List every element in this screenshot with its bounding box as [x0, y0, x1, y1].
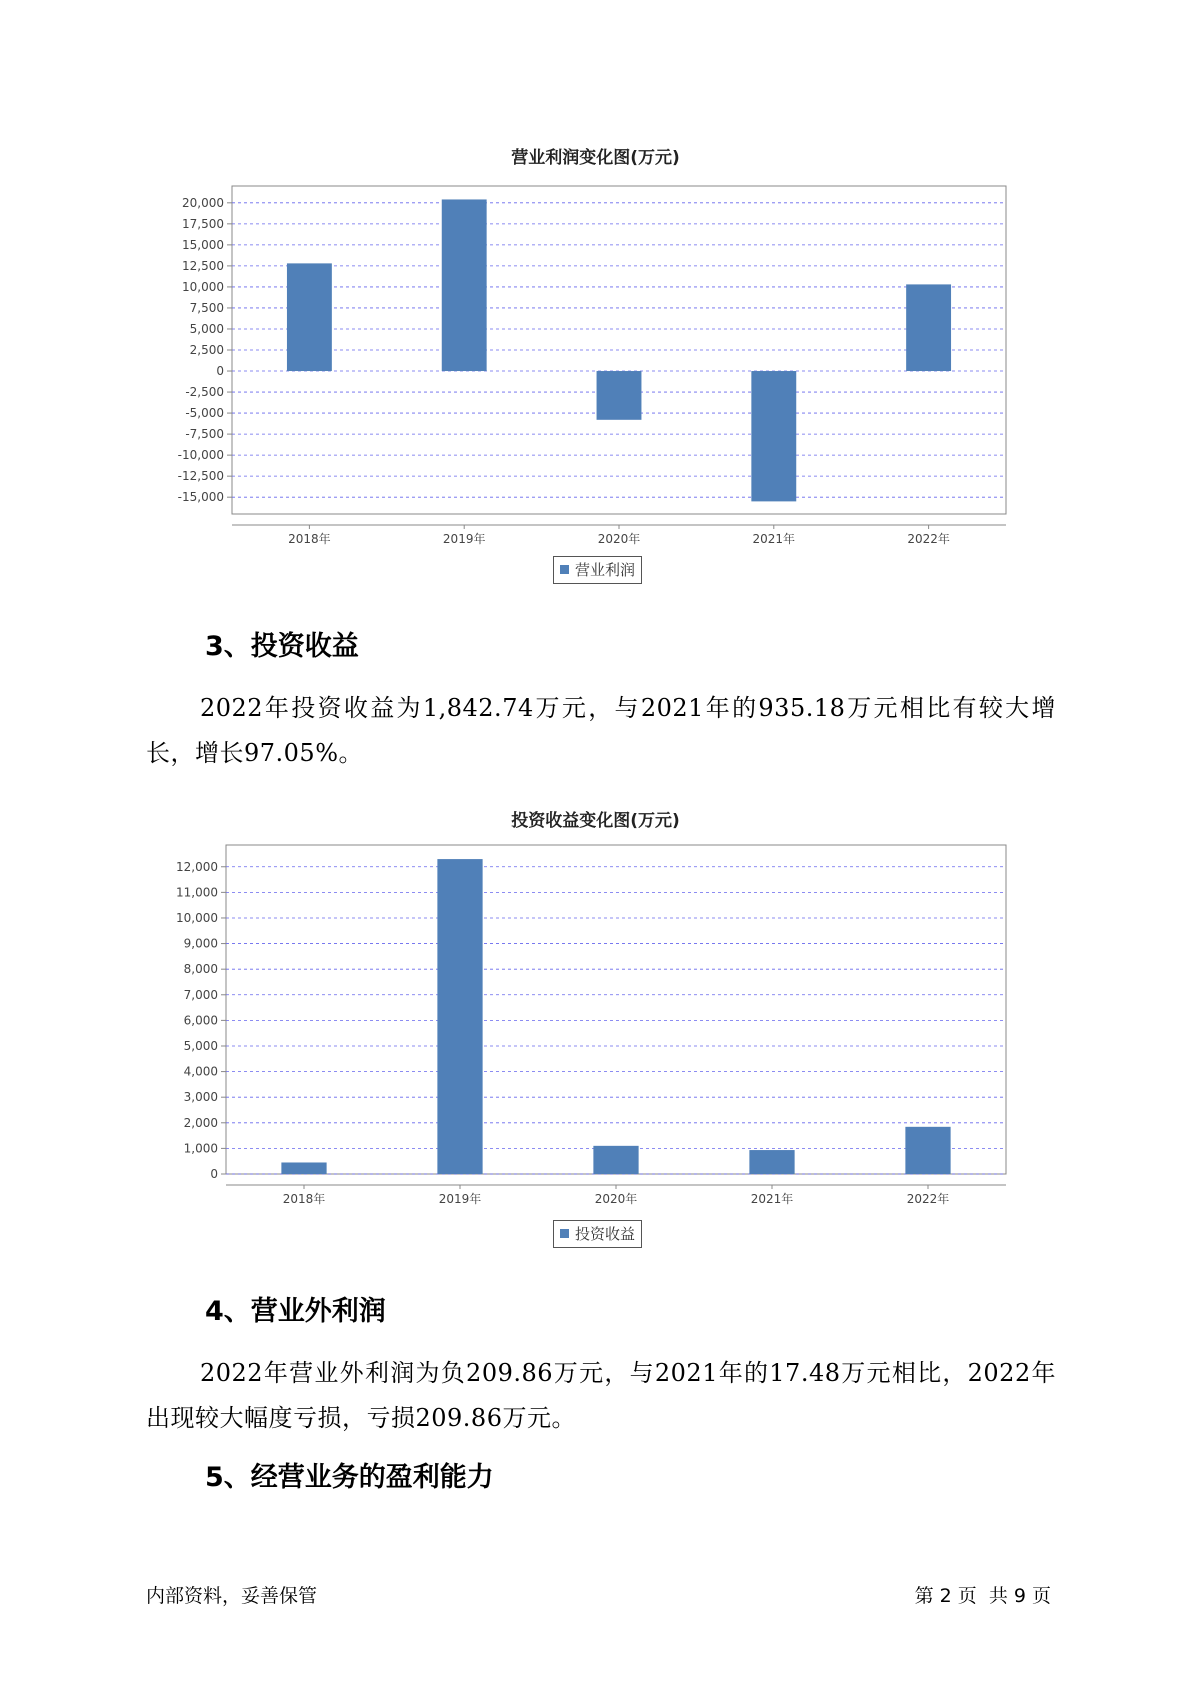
x-tick-label: 2021年	[750, 1192, 794, 1206]
y-tick-label: 11,000	[176, 885, 218, 900]
bar	[906, 284, 951, 371]
y-tick-label: 2,000	[183, 1115, 218, 1130]
legend-swatch	[560, 1229, 569, 1238]
x-tick-label: 2018年	[282, 1192, 326, 1206]
x-tick-label: 2020年	[597, 532, 641, 546]
y-tick-label: 12,500	[182, 258, 224, 273]
bar	[287, 263, 332, 371]
section3-heading: 3、投资收益	[205, 631, 359, 662]
y-tick-label: 2,500	[189, 343, 224, 357]
y-tick-label: 5,000	[189, 321, 224, 336]
x-tick-label: 2018年	[288, 532, 331, 546]
y-tick-label: 0	[210, 1167, 218, 1181]
y-tick-label: -7,500	[185, 427, 224, 442]
bar	[437, 859, 482, 1174]
legend-swatch	[560, 565, 569, 574]
bar	[281, 1162, 326, 1174]
chart2-legend-label: 投资收益	[575, 1225, 636, 1243]
y-tick-label: 12,000	[176, 859, 218, 874]
x-tick-label: 2019年	[438, 1192, 482, 1206]
bar	[597, 371, 642, 420]
plot-area	[226, 845, 1006, 1174]
x-tick-label: 2022年	[907, 532, 950, 546]
section4-heading: 4、营业外利润	[205, 1296, 386, 1327]
y-tick-label: 10,000	[182, 279, 224, 294]
y-tick-label: 0	[216, 364, 224, 379]
y-tick-label: 4,000	[183, 1064, 218, 1079]
section3-paragraph: 2022年投资收益为1,842.74万元，与2021年的935.18万元相比有较大增长，增长97.05%。	[146, 694, 1056, 767]
y-tick-label: -2,500	[185, 385, 224, 400]
section4-paragraph: 2022年营业外利润为负209.86万元，与2021年的17.48万元相比，2022年出现较大幅度亏损，亏损209.86万元。	[146, 1359, 1056, 1432]
y-tick-label: 5,000	[183, 1038, 218, 1053]
y-tick-label: -10,000	[177, 448, 224, 463]
chart1-title: 营业利润变化图(万元)	[511, 148, 680, 168]
chart2-legend	[553, 1220, 642, 1248]
chart2-title: 投资收益变化图(万元)	[511, 811, 680, 831]
operating-profit-chart	[0, 175, 1191, 546]
chart1-legend	[553, 556, 642, 584]
bar	[905, 1127, 950, 1174]
bar	[593, 1146, 638, 1174]
y-tick-label: 7,500	[189, 300, 224, 315]
bar	[749, 1150, 794, 1174]
investment-income-chart	[0, 840, 1191, 1220]
footer-page-number: 第 2 页 共 9 页	[914, 1585, 1051, 1607]
y-tick-label: 10,000	[176, 910, 218, 925]
y-tick-label: 20,000	[182, 195, 224, 210]
y-tick-label: -12,500	[177, 469, 224, 484]
y-tick-label: 17,500	[182, 216, 224, 231]
y-tick-label: 3,000	[183, 1090, 218, 1105]
y-tick-label: 8,000	[183, 962, 218, 977]
y-tick-label: 7,000	[183, 987, 218, 1002]
y-tick-label: 15,000	[182, 237, 224, 252]
y-tick-label: 9,000	[183, 936, 218, 951]
chart1-legend-label: 营业利润	[575, 561, 636, 579]
x-tick-label: 2022年	[906, 1192, 950, 1206]
bar	[751, 371, 796, 501]
section5-heading: 5、经营业务的盈利能力	[205, 1462, 494, 1493]
y-tick-label: -15,000	[177, 490, 224, 505]
y-tick-label: -5,000	[185, 406, 224, 421]
y-tick-label: 6,000	[183, 1013, 218, 1028]
x-tick-label: 2020年	[594, 1192, 638, 1206]
x-tick-label: 2021年	[752, 532, 796, 546]
x-tick-label: 2019年	[442, 532, 486, 546]
y-tick-label: 1,000	[183, 1141, 218, 1156]
bar	[442, 199, 487, 371]
footer-confidential: 内部资料，妥善保管	[146, 1585, 318, 1607]
